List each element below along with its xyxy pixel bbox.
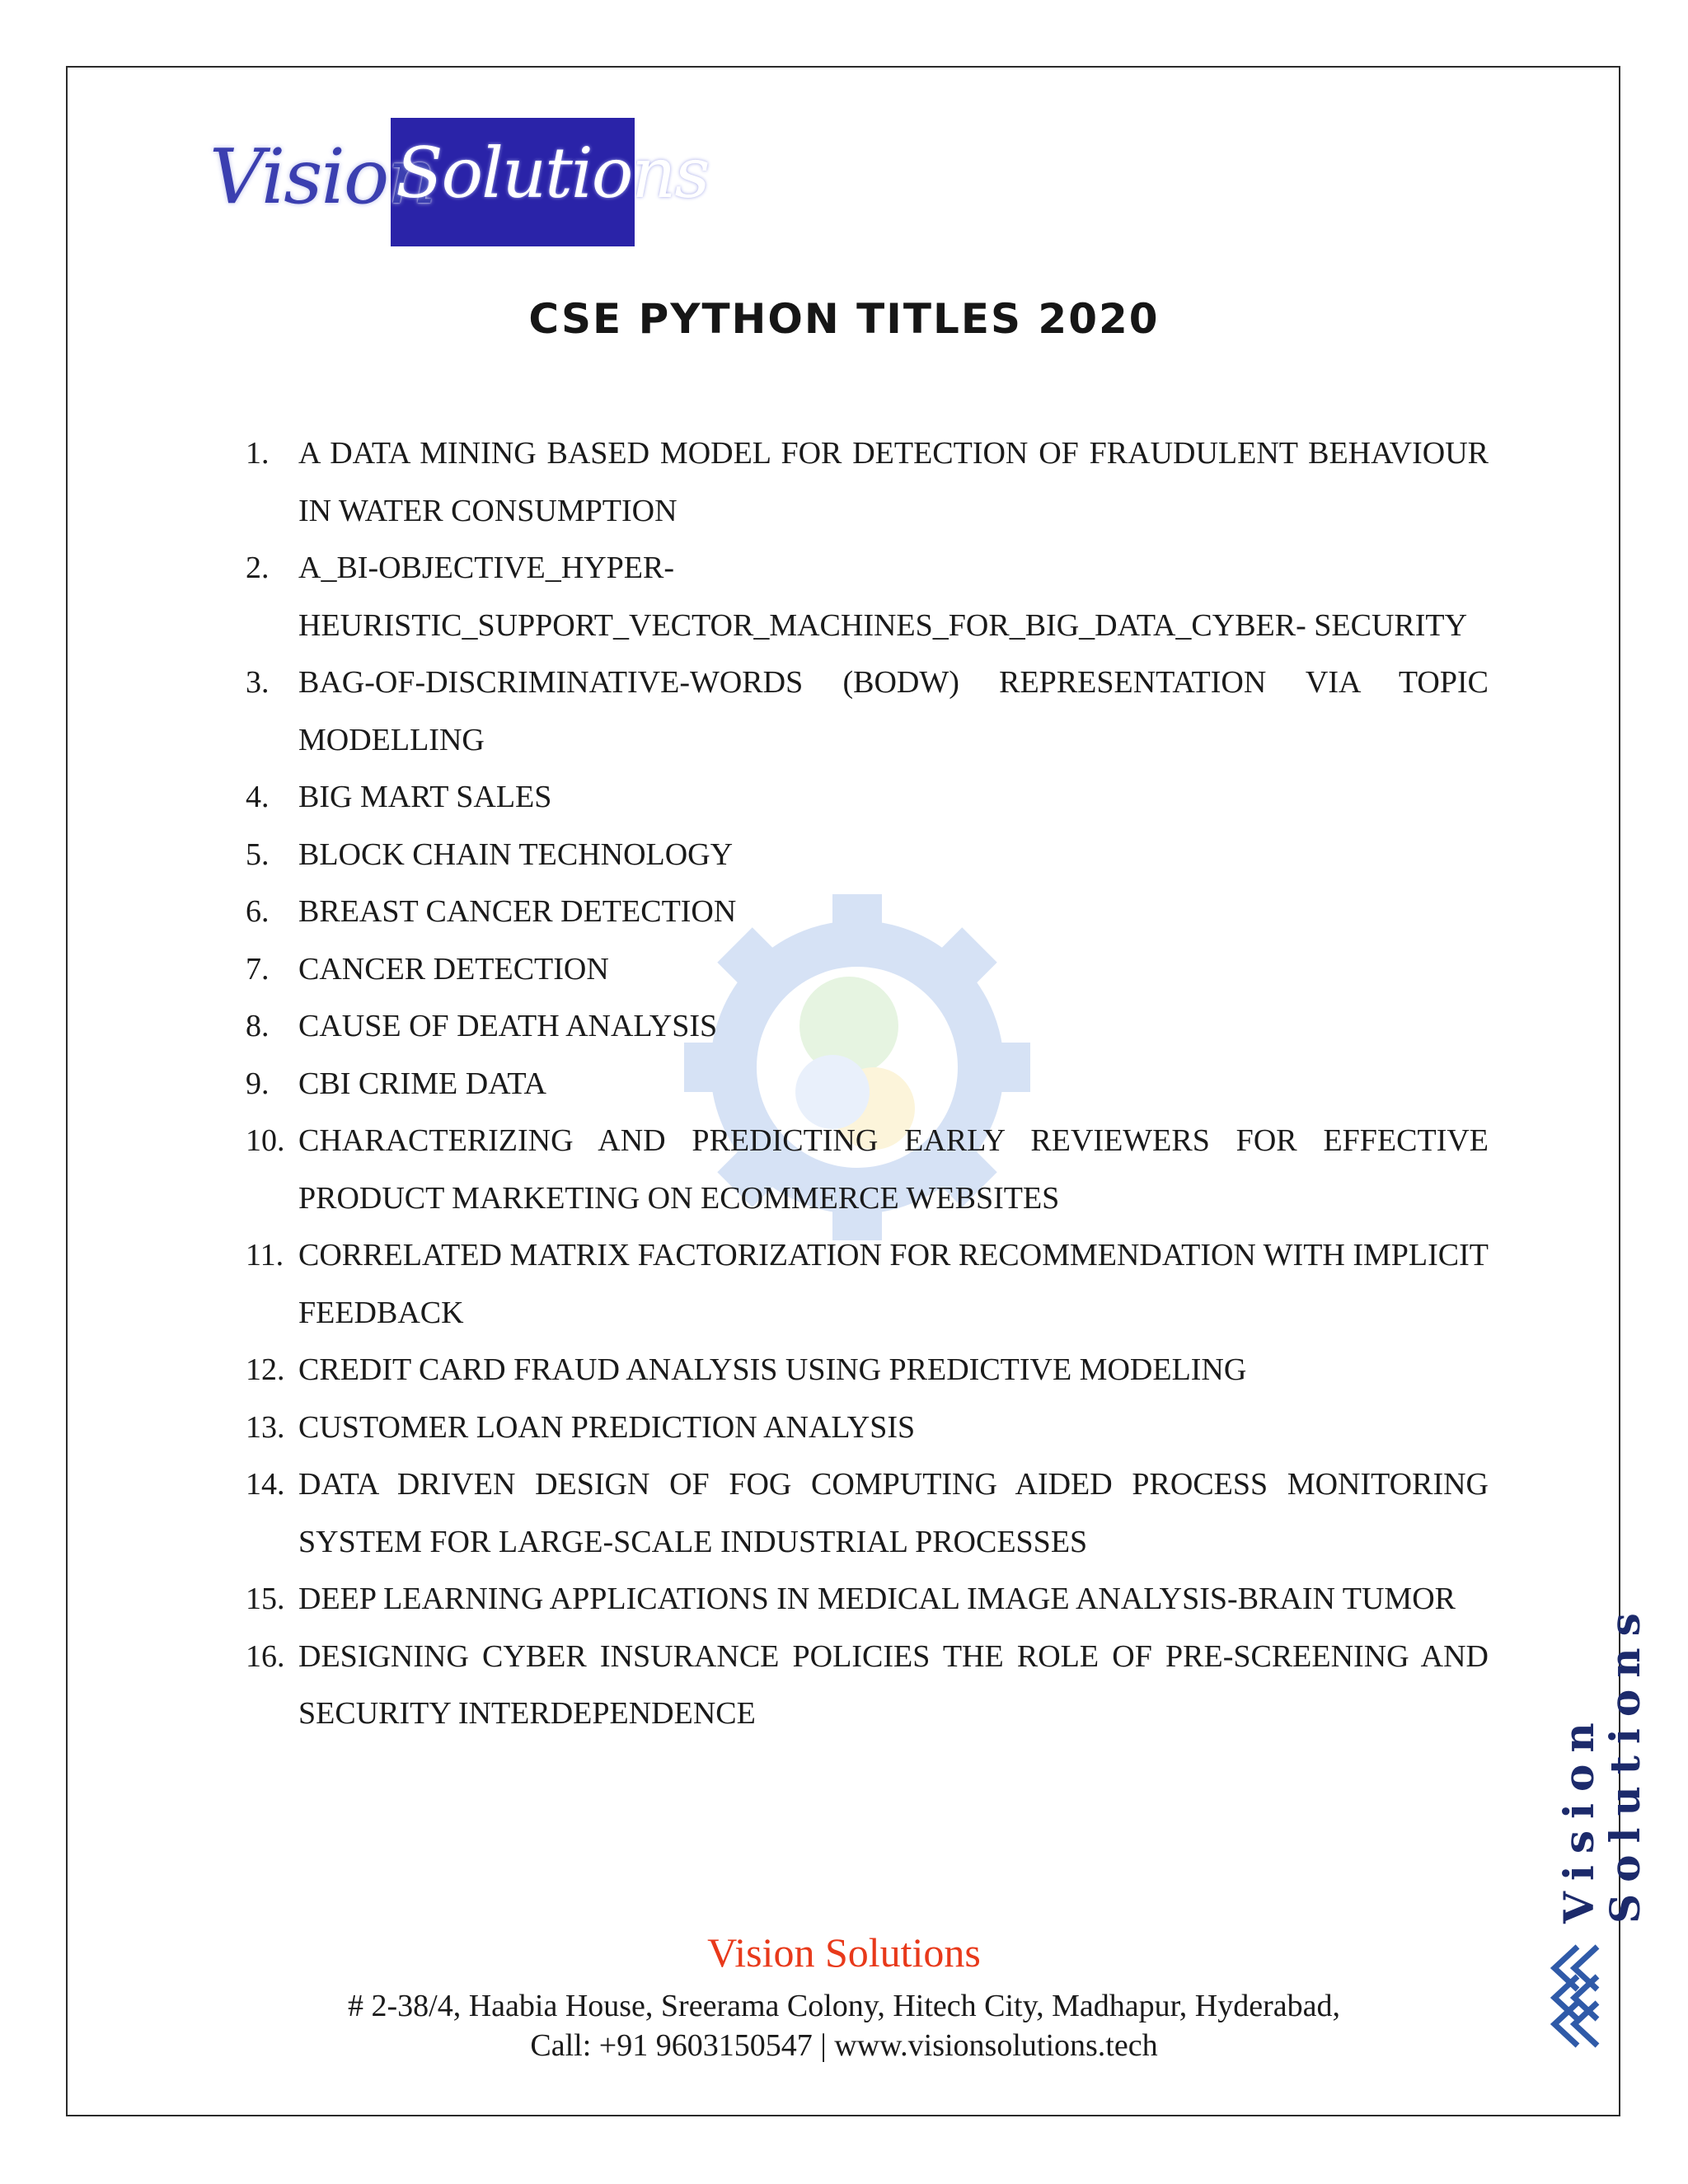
list-item	[246, 540, 1489, 654]
list-item	[246, 1629, 1489, 1743]
item-text: CBI CRIME DATA	[298, 1066, 546, 1101]
item-text: BLOCK CHAIN TECHNOLOGY	[298, 837, 734, 872]
item-text: CUSTOMER LOAN PREDICTION ANALYSIS	[298, 1409, 916, 1445]
item-text: DEEP LEARNING APPLICATIONS IN MEDICAL IMAGE ANALYSIS-BRAIN TUMOR	[298, 1582, 1456, 1616]
list-item	[246, 654, 1489, 769]
item-text: BAG-OF-DISCRIMINATIVE-WORDS (BODW) REPRESENTATION VIA TOPIC MODELLING	[298, 665, 1489, 757]
item-number: 14.	[246, 1467, 285, 1502]
vision-solutions-logo	[201, 118, 709, 246]
item-number: 15.	[246, 1582, 285, 1616]
list-item	[246, 769, 1489, 827]
list-item	[246, 425, 1489, 540]
item-number: 9.	[246, 1066, 270, 1101]
logo-word-solutions: Solutions	[396, 133, 709, 213]
item-number: 5.	[246, 837, 270, 872]
list-item	[246, 1342, 1489, 1399]
logo-word-vision: Vision	[209, 133, 435, 221]
footer-address: # 2-38/4, Haabia House, Sreerama Colony, Hitech City, Madhapur, Hyderabad,	[348, 1989, 1340, 2023]
item-number: 11.	[246, 1238, 284, 1272]
item-text: CORRELATED MATRIX FACTORIZATION FOR RECOMMENDATION WITH IMPLICIT FEEDBACK	[298, 1238, 1489, 1330]
item-number: 2.	[246, 551, 270, 585]
titles-list	[246, 425, 1489, 1743]
list-item	[246, 1399, 1489, 1457]
item-text: DESIGNING CYBER INSURANCE POLICIES THE ROLE OF PRE-SCREENING AND SECURITY INTERDEPENDENCE	[298, 1638, 1489, 1731]
footer-company-name: Vision Solutions	[707, 1929, 981, 1975]
item-number: 8.	[246, 1009, 270, 1043]
list-item	[246, 1113, 1489, 1227]
item-text: BREAST CANCER DETECTION	[298, 894, 737, 929]
list-item	[246, 883, 1489, 941]
item-text: A DATA MINING BASED MODEL FOR DETECTION OF FRAUDULENT BEHAVIOUR IN WATER CONSUMPTION	[298, 436, 1489, 528]
item-text: CANCER DETECTION	[298, 951, 609, 987]
item-text: A_BI-OBJECTIVE_HYPER- HEURISTIC_SUPPORT_VECTOR_MACHINES_FOR_BIG_DATA_CYBER- SECURITY	[298, 551, 1468, 643]
item-text: CREDIT CARD FRAUD ANALYSIS USING PREDICTIVE MODELING	[298, 1352, 1247, 1387]
item-number: 16.	[246, 1638, 285, 1674]
item-number: 6.	[246, 894, 270, 929]
item-text: CHARACTERIZING AND PREDICTING EARLY REVIEWERS FOR EFFECTIVE PRODUCT MARKETING ON ECOMMERCE WEBSITES	[298, 1123, 1489, 1216]
item-number: 12.	[246, 1352, 285, 1387]
item-text: BIG MART SALES	[298, 780, 552, 814]
item-number: 3.	[246, 665, 270, 700]
page-title: CSE PYTHON TITLES 2020	[528, 295, 1160, 343]
list-item	[246, 941, 1489, 999]
vertical-brand-text	[1554, 1409, 1649, 1924]
item-number: 4.	[246, 780, 270, 814]
item-text: DATA DRIVEN DESIGN OF FOG COMPUTING AIDED PROCESS MONITORING SYSTEM FOR LARGE-SCALE INDUSTRIAL PROCESSES	[298, 1467, 1489, 1559]
vertical-brand-label: Vision Solutions	[1554, 1601, 1649, 1924]
list-item	[246, 1456, 1489, 1571]
item-number: 10.	[246, 1123, 285, 1158]
footer-contact: Call: +91 9603150547 | www.visionsolutions.tech	[530, 2028, 1158, 2063]
item-number: 1.	[246, 436, 270, 471]
list-item	[246, 1571, 1489, 1629]
list-item	[246, 1056, 1489, 1113]
list-item	[246, 1227, 1489, 1342]
item-number: 7.	[246, 951, 270, 987]
item-text: CAUSE OF DEATH ANALYSIS	[298, 1009, 718, 1043]
item-number: 13.	[246, 1409, 285, 1445]
list-item	[246, 827, 1489, 884]
list-item	[246, 998, 1489, 1056]
